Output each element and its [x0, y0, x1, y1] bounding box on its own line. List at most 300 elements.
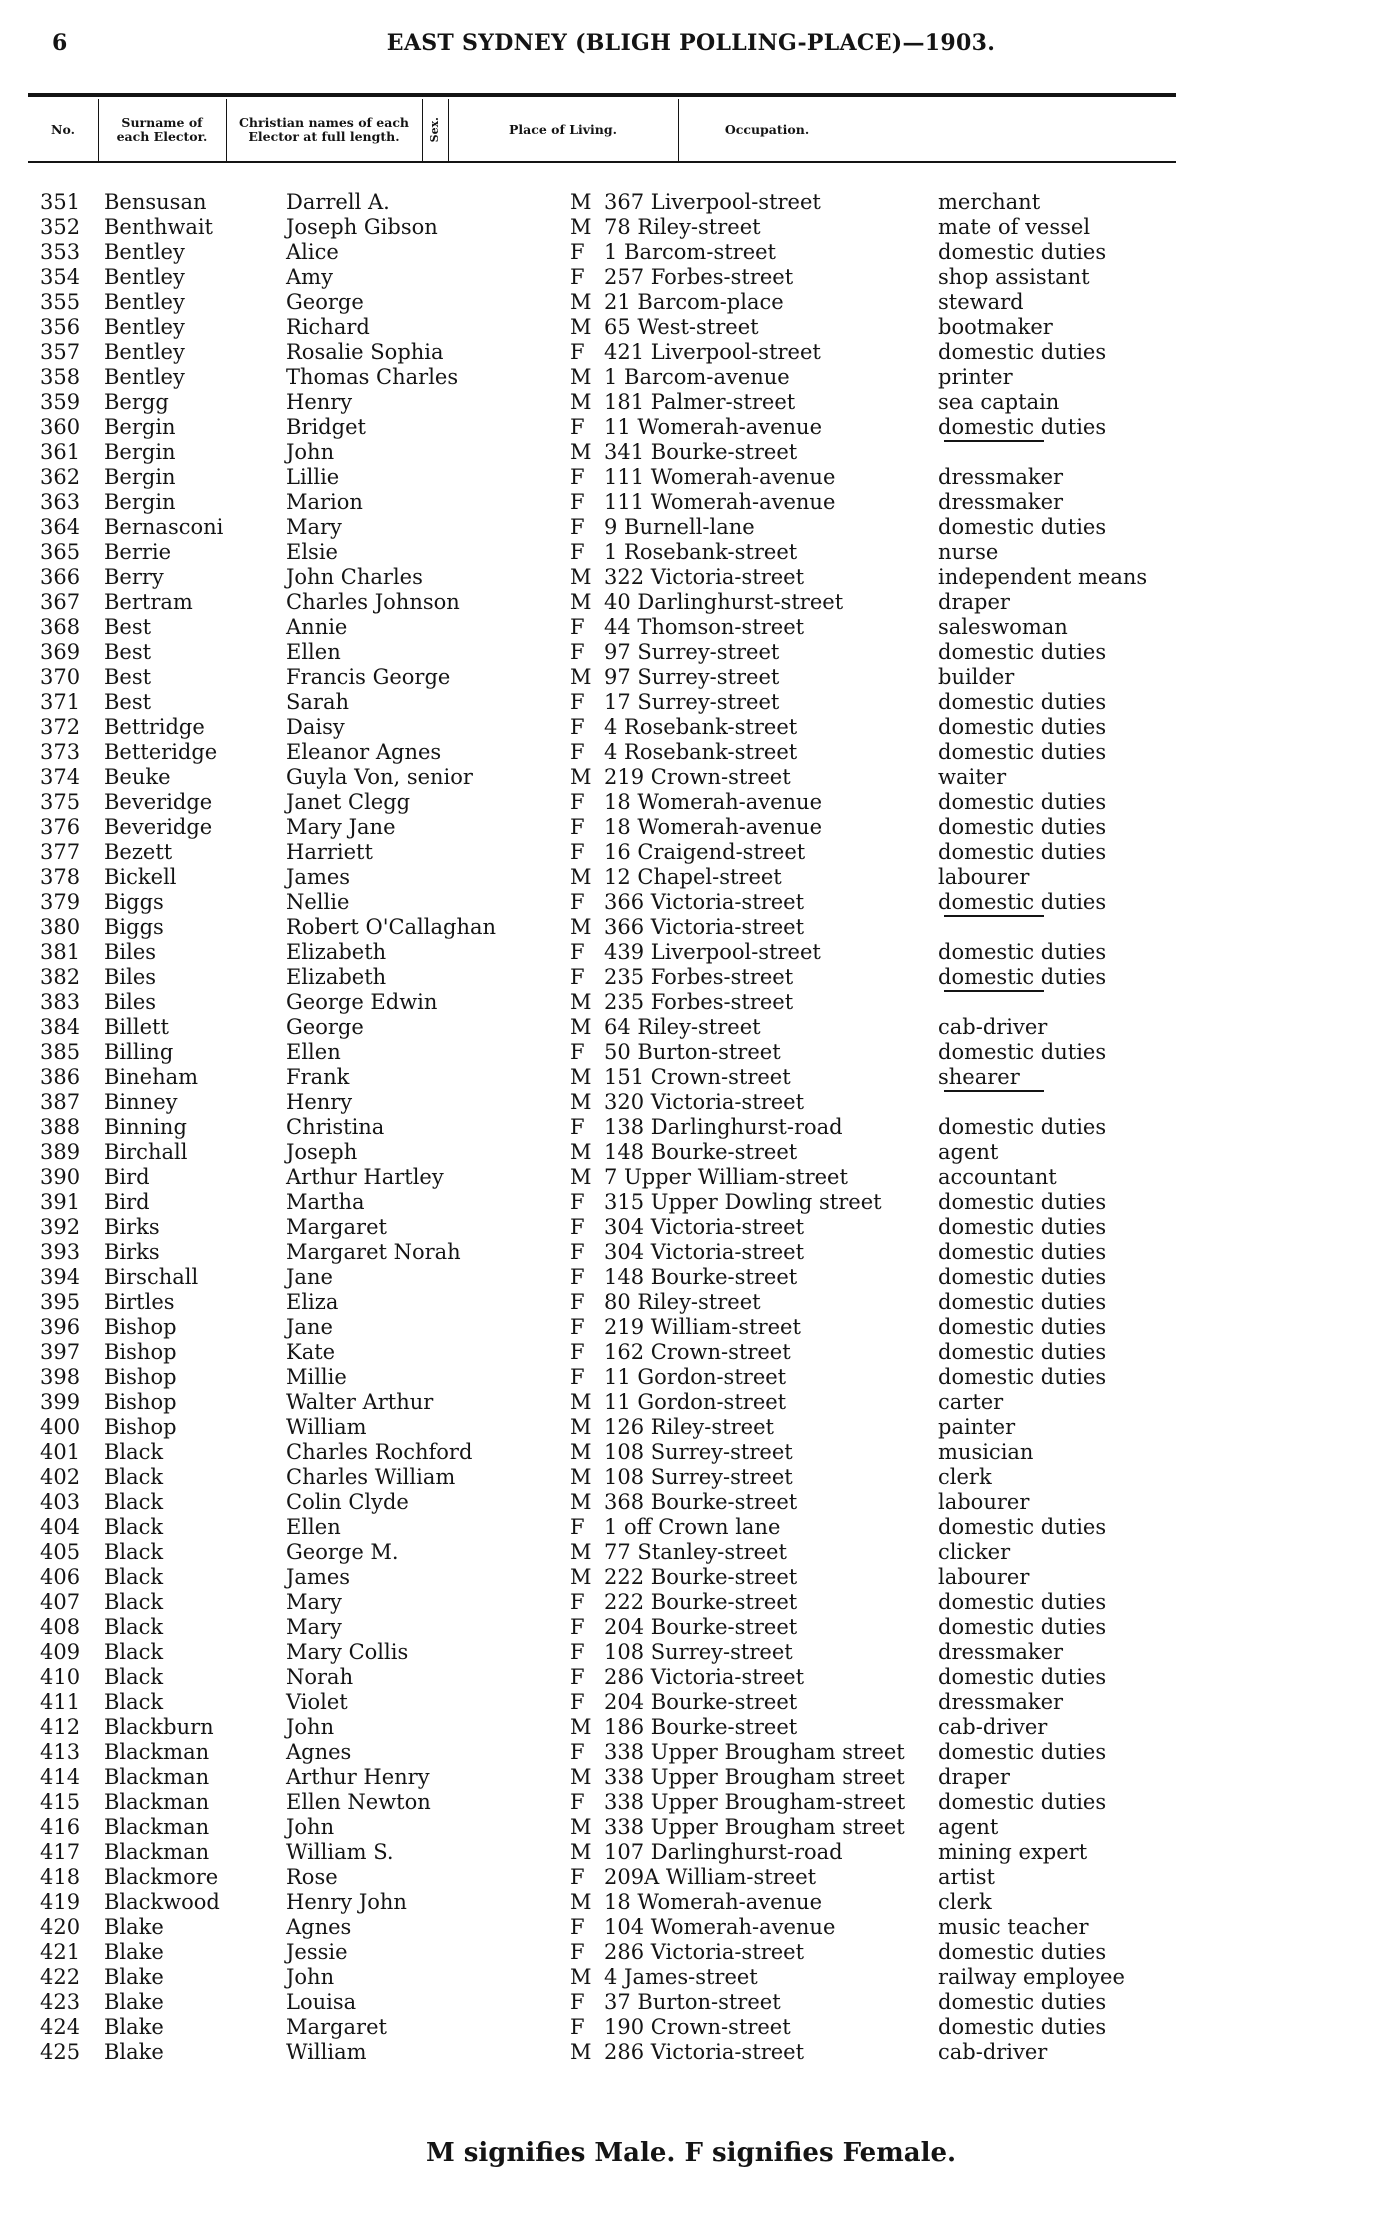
row-number: 362 [40, 465, 81, 489]
row-christian-names: Norah [286, 1665, 354, 1689]
table-row [0, 340, 1382, 365]
row-christian-names: Rose [286, 1865, 338, 1889]
row-occupation: domestic duties [938, 1365, 1107, 1389]
row-number: 357 [40, 340, 81, 364]
row-christian-names: John Charles [286, 565, 423, 589]
row-sex: F [570, 265, 585, 289]
row-sex: F [570, 1290, 585, 1314]
row-christian-names: William [286, 2040, 367, 2064]
row-surname: Beveridge [104, 815, 213, 839]
column-header-sex-label: Sex. [428, 117, 441, 143]
row-occupation: domestic duties [938, 690, 1107, 714]
row-number: 372 [40, 715, 81, 739]
row-sex: F [570, 1365, 585, 1389]
row-place: 338 Upper Brougham street [604, 1740, 905, 1764]
row-christian-names: Eliza [286, 1290, 339, 1314]
table-row [0, 1740, 1382, 1765]
row-sex: M [570, 1840, 592, 1864]
table-row [0, 690, 1382, 715]
row-place: 439 Liverpool-street [604, 940, 821, 964]
row-sex: M [570, 1765, 592, 1789]
row-occupation: domestic duties [938, 1740, 1107, 1764]
row-place: 421 Liverpool-street [604, 340, 821, 364]
row-sex: F [570, 1865, 585, 1889]
row-christian-names: Agnes [286, 1740, 352, 1764]
table-row [0, 1415, 1382, 1440]
row-place: 366 Victoria-street [604, 915, 805, 939]
row-place: 4 Rosebank-street [604, 715, 798, 739]
row-place: 50 Burton-street [604, 1040, 781, 1064]
row-surname: Bergin [104, 490, 176, 514]
row-christian-names: Louisa [286, 1990, 357, 2014]
row-occupation: domestic duties [938, 840, 1107, 864]
row-sex: M [570, 1490, 592, 1514]
row-surname: Bettridge [104, 715, 205, 739]
row-number: 402 [40, 1465, 81, 1489]
row-surname: Biles [104, 940, 157, 964]
row-occupation: agent [938, 1140, 999, 1164]
row-occupation: sea captain [938, 390, 1060, 414]
row-occupation: mate of vessel [938, 215, 1091, 239]
row-occupation: agent [938, 1815, 999, 1839]
row-number: 382 [40, 965, 81, 989]
row-christian-names: Francis George [286, 665, 451, 689]
row-occupation: domestic duties [938, 640, 1107, 664]
row-place: 64 Riley-street [604, 1015, 761, 1039]
row-surname: Black [104, 1590, 164, 1614]
row-surname: Beveridge [104, 790, 213, 814]
row-christian-names: Violet [286, 1690, 348, 1714]
row-place: 21 Barcom-place [604, 290, 784, 314]
row-sex: F [570, 1615, 585, 1639]
row-christian-names: Joseph Gibson [286, 215, 438, 239]
row-place: 1 Barcom-avenue [604, 365, 790, 389]
row-place: 107 Darlinghurst-road [604, 1840, 843, 1864]
row-christian-names: Martha [286, 1190, 365, 1214]
occupation-blank-rule [944, 915, 1044, 917]
row-place: 286 Victoria-street [604, 1940, 805, 1964]
row-surname: Blackman [104, 1815, 210, 1839]
row-number: 406 [40, 1565, 81, 1589]
column-header-christian-names: Christian names of each Elector at full length. [238, 115, 410, 144]
row-occupation: domestic duties [938, 1240, 1107, 1264]
table-row [0, 1790, 1382, 1815]
occupation-blank-rule [944, 440, 1044, 442]
row-number: 392 [40, 1215, 81, 1239]
row-christian-names: William S. [286, 1840, 394, 1864]
row-occupation: musician [938, 1440, 1034, 1464]
table-row [0, 715, 1382, 740]
row-surname: Best [104, 640, 152, 664]
row-sex: M [570, 2040, 592, 2064]
row-place: 4 James-street [604, 1965, 758, 1989]
row-surname: Black [104, 1440, 164, 1464]
table-row [0, 1015, 1382, 1040]
row-occupation: domestic duties [938, 1665, 1107, 1689]
row-occupation: labourer [938, 865, 1030, 889]
table-row [0, 640, 1382, 665]
row-sex: F [570, 965, 585, 989]
row-christian-names: Joseph [286, 1140, 358, 1164]
row-surname: Blake [104, 1990, 164, 2014]
row-surname: Berrie [104, 540, 172, 564]
row-sex: M [570, 190, 592, 214]
occupation-blank-rule [944, 990, 1044, 992]
table-row [0, 965, 1382, 990]
table-row [0, 1640, 1382, 1665]
row-number: 378 [40, 865, 81, 889]
row-christian-names: Jane [286, 1265, 333, 1289]
row-number: 380 [40, 915, 81, 939]
row-place: 9 Burnell-lane [604, 515, 755, 539]
row-occupation: domestic duties [938, 1265, 1107, 1289]
row-place: 97 Surrey-street [604, 640, 780, 664]
table-row [0, 765, 1382, 790]
row-number: 404 [40, 1515, 81, 1539]
row-christian-names: Nellie [286, 890, 350, 914]
row-number: 369 [40, 640, 81, 664]
row-surname: Black [104, 1465, 164, 1489]
row-surname: Birtles [104, 1290, 175, 1314]
row-surname: Billing [104, 1040, 174, 1064]
row-christian-names: Margaret Norah [286, 1240, 461, 1264]
row-occupation: domestic duties [938, 1590, 1107, 1614]
row-occupation: domestic duties [938, 1340, 1107, 1364]
table-row [0, 1440, 1382, 1465]
row-surname: Blake [104, 1940, 164, 1964]
row-number: 396 [40, 1315, 81, 1339]
table-row [0, 190, 1382, 215]
table-row [0, 1615, 1382, 1640]
row-place: 108 Surrey-street [604, 1640, 793, 1664]
row-number: 391 [40, 1190, 81, 1214]
row-place: 235 Forbes-street [604, 990, 794, 1014]
column-header-surname: Surname of each Elector. [116, 115, 208, 144]
row-place: 1 Rosebank-street [604, 540, 798, 564]
row-surname: Bertram [104, 590, 193, 614]
row-occupation: domestic duties [938, 415, 1107, 439]
row-surname: Bernasconi [104, 515, 224, 539]
row-sex: F [570, 840, 585, 864]
row-christian-names: Walter Arthur [286, 1390, 434, 1414]
row-occupation: labourer [938, 1565, 1030, 1589]
row-number: 393 [40, 1240, 81, 1264]
row-place: 18 Womerah-avenue [604, 815, 823, 839]
row-place: 219 Crown-street [604, 765, 791, 789]
row-christian-names: Kate [286, 1340, 336, 1364]
table-row [0, 740, 1382, 765]
row-christian-names: Ellen [286, 1040, 341, 1064]
row-place: 4 Rosebank-street [604, 740, 798, 764]
row-sex: F [570, 415, 585, 439]
row-sex: M [570, 565, 592, 589]
row-christian-names: Alice [286, 240, 339, 264]
row-occupation: independent means [938, 565, 1148, 589]
row-place: 37 Burton-street [604, 1990, 781, 2014]
table-row [0, 1165, 1382, 1190]
row-place: 111 Womerah-avenue [604, 490, 836, 514]
row-occupation: shop assistant [938, 265, 1090, 289]
table-row [0, 465, 1382, 490]
row-sex: F [570, 515, 585, 539]
table-row [0, 865, 1382, 890]
table-row [0, 590, 1382, 615]
row-place: 286 Victoria-street [604, 2040, 805, 2064]
occupation-blank-rule [944, 1090, 1044, 1092]
table-row [0, 1365, 1382, 1390]
row-place: 366 Victoria-street [604, 890, 805, 914]
row-number: 395 [40, 1290, 81, 1314]
row-number: 425 [40, 2040, 81, 2064]
row-place: 304 Victoria-street [604, 1215, 805, 1239]
row-place: 16 Craigend-street [604, 840, 806, 864]
row-occupation: builder [938, 665, 1015, 689]
table-row [0, 1715, 1382, 1740]
row-christian-names: Charles William [286, 1465, 456, 1489]
row-sex: M [570, 1465, 592, 1489]
row-sex: F [570, 340, 585, 364]
row-place: 77 Stanley-street [604, 1540, 787, 1564]
row-christian-names: Henry [286, 390, 353, 414]
row-christian-names: Elizabeth [286, 965, 387, 989]
row-christian-names: George Edwin [286, 990, 438, 1014]
row-sex: F [570, 1265, 585, 1289]
row-christian-names: George [286, 290, 364, 314]
row-number: 377 [40, 840, 81, 864]
row-number: 397 [40, 1340, 81, 1364]
row-place: 222 Bourke-street [604, 1565, 798, 1589]
row-place: 368 Bourke-street [604, 1490, 798, 1514]
row-place: 40 Darlinghurst-street [604, 590, 844, 614]
row-sex: M [570, 1715, 592, 1739]
row-sex: M [570, 1815, 592, 1839]
elector-list [0, 190, 1382, 2065]
row-surname: Blake [104, 2015, 164, 2039]
table-row [0, 1690, 1382, 1715]
row-number: 421 [40, 1940, 81, 1964]
table-row [0, 1090, 1382, 1115]
row-surname: Biggs [104, 915, 164, 939]
row-christian-names: Mary Collis [286, 1640, 409, 1664]
row-occupation: domestic duties [938, 815, 1107, 839]
row-number: 401 [40, 1440, 81, 1464]
row-occupation: dressmaker [938, 490, 1064, 514]
row-occupation: bootmaker [938, 315, 1053, 339]
row-sex: F [570, 1190, 585, 1214]
row-number: 411 [40, 1690, 81, 1714]
row-place: 17 Surrey-street [604, 690, 780, 714]
row-christian-names: Bridget [286, 415, 366, 439]
row-number: 398 [40, 1365, 81, 1389]
row-surname: Bird [104, 1165, 150, 1189]
table-row [0, 2040, 1382, 2065]
row-sex: M [570, 915, 592, 939]
row-place: 80 Riley-street [604, 1290, 761, 1314]
row-sex: F [570, 1315, 585, 1339]
row-place: 338 Upper Brougham-street [604, 1790, 906, 1814]
row-surname: Bentley [104, 290, 185, 314]
row-number: 416 [40, 1815, 81, 1839]
row-sex: M [570, 440, 592, 464]
table-row [0, 490, 1382, 515]
row-number: 413 [40, 1740, 81, 1764]
table-row [0, 515, 1382, 540]
table-row [0, 1215, 1382, 1240]
row-occupation: domestic duties [938, 1515, 1107, 1539]
row-christian-names: Harriett [286, 840, 373, 864]
row-surname: Bishop [104, 1415, 177, 1439]
table-row [0, 1040, 1382, 1065]
row-surname: Bentley [104, 340, 185, 364]
row-occupation: shearer [938, 1065, 1020, 1089]
row-place: 322 Victoria-street [604, 565, 805, 589]
row-sex: F [570, 1590, 585, 1614]
row-christian-names: Lillie [286, 465, 340, 489]
row-number: 403 [40, 1490, 81, 1514]
page-title: EAST SYDNEY (BLIGH POLLING-PLACE)—1903. [386, 30, 996, 56]
row-sex: F [570, 1040, 585, 1064]
row-occupation: cab-driver [938, 1715, 1048, 1739]
row-sex: F [570, 640, 585, 664]
row-place: 338 Upper Brougham street [604, 1815, 905, 1839]
row-surname: Birchall [104, 1140, 188, 1164]
row-sex: F [570, 490, 585, 514]
row-sex: M [570, 865, 592, 889]
row-surname: Bensusan [104, 190, 207, 214]
row-occupation: domestic duties [938, 1190, 1107, 1214]
row-sex: F [570, 1990, 585, 2014]
row-number: 422 [40, 1965, 81, 1989]
row-christian-names: John [286, 1715, 335, 1739]
table-row [0, 1315, 1382, 1340]
row-place: 209A William-street [604, 1865, 817, 1889]
row-sex: M [570, 1440, 592, 1464]
table-row [0, 415, 1382, 440]
row-christian-names: Rosalie Sophia [286, 340, 444, 364]
row-christian-names: Jane [286, 1315, 333, 1339]
column-header-occupation: Occupation. [724, 122, 810, 137]
row-number: 376 [40, 815, 81, 839]
row-sex: F [570, 240, 585, 264]
table-row [0, 1265, 1382, 1290]
row-occupation: saleswoman [938, 615, 1068, 639]
row-place: 257 Forbes-street [604, 265, 794, 289]
row-surname: Blackman [104, 1765, 210, 1789]
table-row [0, 1465, 1382, 1490]
row-christian-names: John [286, 1815, 335, 1839]
row-surname: Blackman [104, 1740, 210, 1764]
row-number: 385 [40, 1040, 81, 1064]
row-occupation: dressmaker [938, 465, 1064, 489]
row-place: 190 Crown-street [604, 2015, 791, 2039]
row-surname: Bishop [104, 1390, 177, 1414]
row-surname: Berry [104, 565, 164, 589]
row-place: 181 Palmer-street [604, 390, 796, 414]
row-surname: Blake [104, 1915, 164, 1939]
row-number: 388 [40, 1115, 81, 1139]
row-surname: Black [104, 1540, 164, 1564]
row-christian-names: George [286, 1015, 364, 1039]
row-sex: F [570, 740, 585, 764]
row-christian-names: Henry John [286, 1890, 407, 1914]
table-row [0, 215, 1382, 240]
row-surname: Black [104, 1515, 164, 1539]
row-sex: M [570, 990, 592, 1014]
row-christian-names: Millie [286, 1365, 347, 1389]
row-surname: Black [104, 1565, 164, 1589]
row-number: 417 [40, 1840, 81, 1864]
row-place: 44 Thomson-street [604, 615, 805, 639]
row-number: 387 [40, 1090, 81, 1114]
footer-legend: M signifies Male. F signifies Female. [425, 2138, 957, 2168]
table-row [0, 290, 1382, 315]
row-place: 18 Womerah-avenue [604, 1890, 823, 1914]
row-christian-names: Mary [286, 1590, 342, 1614]
row-christian-names: Mary [286, 1615, 342, 1639]
row-sex: M [570, 290, 592, 314]
row-number: 374 [40, 765, 81, 789]
row-sex: M [570, 665, 592, 689]
table-row [0, 1590, 1382, 1615]
row-sex: M [570, 365, 592, 389]
row-occupation: dressmaker [938, 1640, 1064, 1664]
row-place: 138 Darlinghurst-road [604, 1115, 843, 1139]
row-surname: Blackman [104, 1840, 210, 1864]
table-row [0, 390, 1382, 415]
row-place: 367 Liverpool-street [604, 190, 821, 214]
row-number: 405 [40, 1540, 81, 1564]
row-place: 338 Upper Brougham street [604, 1765, 905, 1789]
row-place: 97 Surrey-street [604, 665, 780, 689]
table-row [0, 790, 1382, 815]
row-christian-names: Guyla Von, senior [286, 765, 473, 789]
row-christian-names: Richard [286, 315, 370, 339]
row-number: 394 [40, 1265, 81, 1289]
table-row [0, 1990, 1382, 2015]
row-number: 371 [40, 690, 81, 714]
row-place: 1 off Crown lane [604, 1515, 781, 1539]
row-occupation: domestic duties [938, 965, 1107, 989]
row-number: 354 [40, 265, 81, 289]
row-number: 381 [40, 940, 81, 964]
row-occupation: draper [938, 1765, 1010, 1789]
row-christian-names: Marion [286, 490, 363, 514]
row-occupation: painter [938, 1415, 1016, 1439]
row-place: 148 Bourke-street [604, 1140, 798, 1164]
row-place: 148 Bourke-street [604, 1265, 798, 1289]
row-surname: Black [104, 1665, 164, 1689]
table-row [0, 1540, 1382, 1565]
row-number: 423 [40, 1990, 81, 2014]
row-surname: Birschall [104, 1265, 199, 1289]
row-christian-names: John [286, 1965, 335, 1989]
table-row [0, 1890, 1382, 1915]
row-occupation: domestic duties [938, 1040, 1107, 1064]
row-christian-names: Jessie [286, 1940, 348, 1964]
row-place: 108 Surrey-street [604, 1465, 793, 1489]
table-row [0, 1815, 1382, 1840]
row-christian-names: Arthur Henry [286, 1765, 430, 1789]
row-occupation: mining expert [938, 1840, 1088, 1864]
row-surname: Biles [104, 965, 157, 989]
table-row [0, 1840, 1382, 1865]
row-surname: Bickell [104, 865, 177, 889]
row-surname: Biles [104, 990, 157, 1014]
row-number: 414 [40, 1765, 81, 1789]
row-christian-names: Sarah [286, 690, 349, 714]
table-row [0, 1765, 1382, 1790]
row-number: 407 [40, 1590, 81, 1614]
